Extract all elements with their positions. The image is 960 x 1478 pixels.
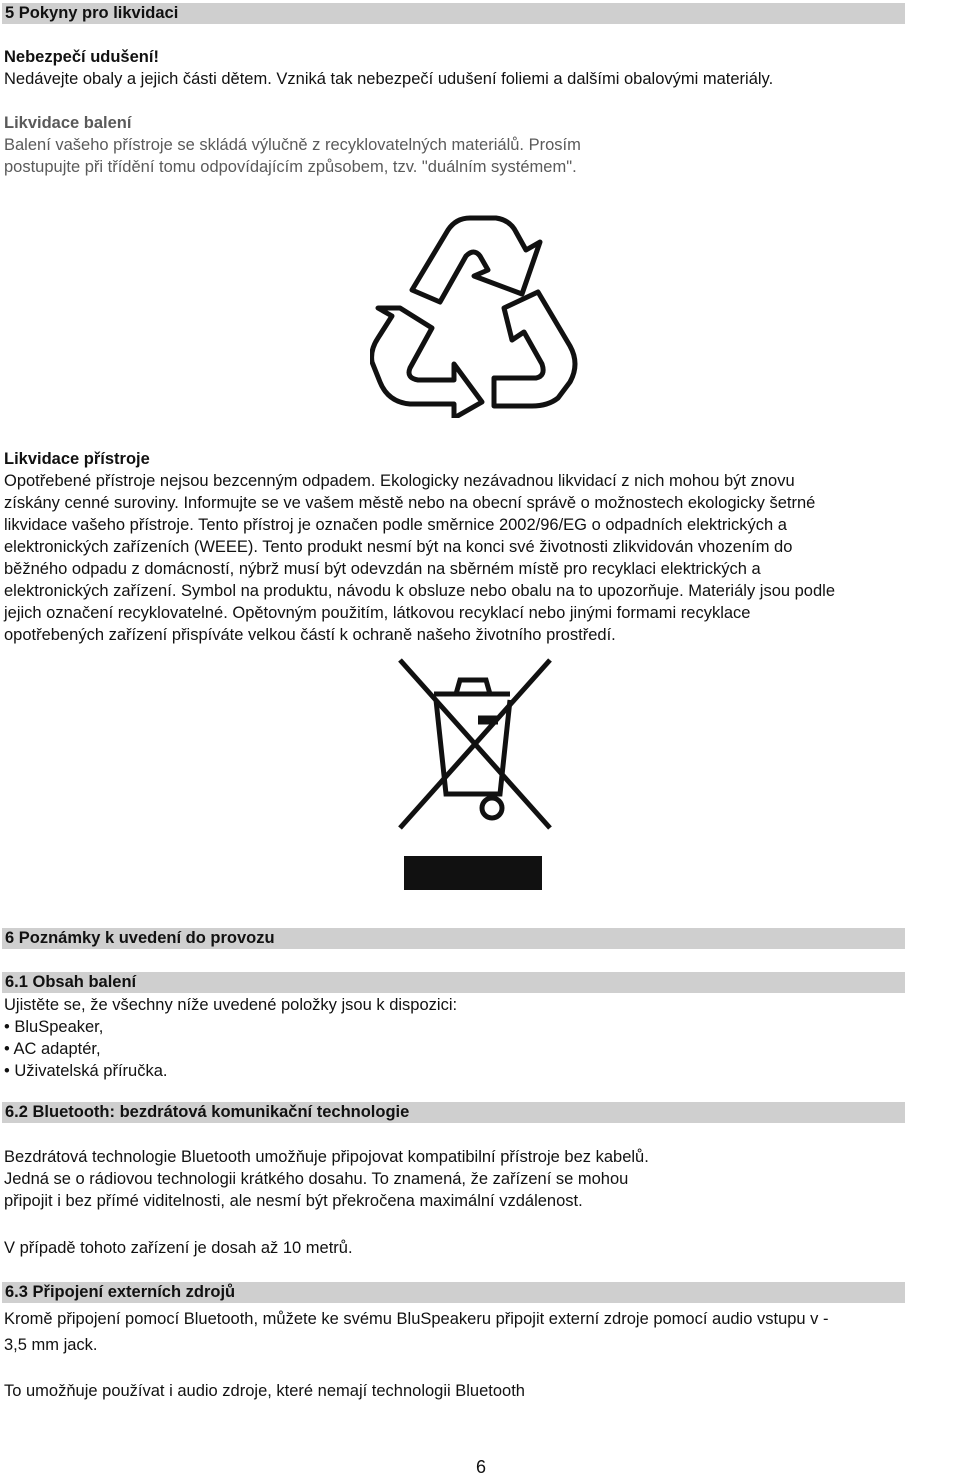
section-5-heading: 5 Pokyny pro likvidaci [2,3,905,24]
external-line: Kromě připojení pomocí Bluetooth, můžete ke svému BluSpeakeru připojit externí zdroje pomocí audio vstupu v - [4,1310,829,1328]
section-6-heading: 6 Poznámky k uvedení do provozu [2,928,905,949]
packaging-title: Likvidace balení [4,114,132,132]
device-disposal-text [4,470,954,646]
recycle-icon [370,212,582,418]
device-line: získány cenné suroviny. Informujte se ve vašem městě nebo na obecní správě o možnostech ekologicky šetrné [4,494,816,512]
contents-list [4,1016,954,1082]
bluetooth-line: Jedná se o rádiovou technologii krátkého dosahu. To znamená, že zařízení se mohou [4,1170,629,1188]
section-6-3-heading: 6.3 Připojení externích zdrojů [2,1282,905,1303]
danger-title: Nebezpečí udušení! [4,48,159,66]
list-item: • AC adaptér, [4,1040,101,1058]
external-sources-note: To umožňuje používat i audio zdroje, které nemají technologii Bluetooth [4,1382,525,1400]
list-item: • BluSpeaker, [4,1018,104,1036]
crossed-bin-icon [390,656,560,892]
section-6-1-heading: 6.1 Obsah balení [2,972,905,993]
device-line: elektronických zařízení. Symbol na produktu, návodu k obsluze nebo obalu na to upozorňuje. Materiály jsou podle [4,582,836,600]
packaging-line: postupujte při třídění tomu odpovídajícím způsobem, tzv. "duálním systémem". [4,158,577,176]
bluetooth-line: Bezdrátová technologie Bluetooth umožňuje připojovat kompatibilní přístroje bez kabelů. [4,1148,649,1166]
device-line: jejich označení recyklovatelné. Opětovným použitím, látkovou recyklací nebo jinými formami recyklace [4,604,751,622]
device-line: likvidace vašeho přístroje. Tento přístroj je označen podle směrnice 2002/96/EG o odpadních elektrických a [4,516,787,534]
external-sources-text [4,1306,954,1358]
danger-text: Nedávejte obaly a jejich části dětem. Vzniká tak nebezpečí udušení foliemi a dalšími obalovými materiály. [4,70,774,88]
device-line: Opotřebené přístroje nejsou bezcenným odpadem. Ekologicky nezávadnou likvidací z nich mohou být znovu [4,472,795,490]
packaging-line: Balení vašeho přístroje se skládá výlučně z recyklovatelných materiálů. Prosím [4,136,581,154]
bluetooth-text [4,1146,954,1212]
device-line: běžného odpadu z domácností, nýbrž musí být odevzdán na sběrném místě pro recyklaci elektrických a [4,560,761,578]
device-line: opotřebených zařízení přispíváte velkou částí k ochraně našeho životního prostředí. [4,626,616,644]
section-6-2-heading: 6.2 Bluetooth: bezdrátová komunikační technologie [2,1102,905,1123]
device-disposal-title: Likvidace přístroje [4,450,150,468]
page-number: 6 [476,1457,487,1477]
device-line: elektronických zařízeních (WEEE). Tento produkt nesmí být na konci své životnosti zlikvidován vhozením do [4,538,793,556]
bluetooth-range: V případě tohoto zařízení je dosah až 10 metrů. [4,1239,353,1257]
packaging-text [4,134,954,178]
external-line: 3,5 mm jack. [4,1336,98,1354]
list-item: • Uživatelská příručka. [4,1062,168,1080]
contents-intro: Ujistěte se, že všechny níže uvedené položky jsou k dispozici: [4,996,458,1014]
bluetooth-line: připojit i bez přímé viditelnosti, ale nesmí být překročena maximální vzdálenost. [4,1192,583,1210]
